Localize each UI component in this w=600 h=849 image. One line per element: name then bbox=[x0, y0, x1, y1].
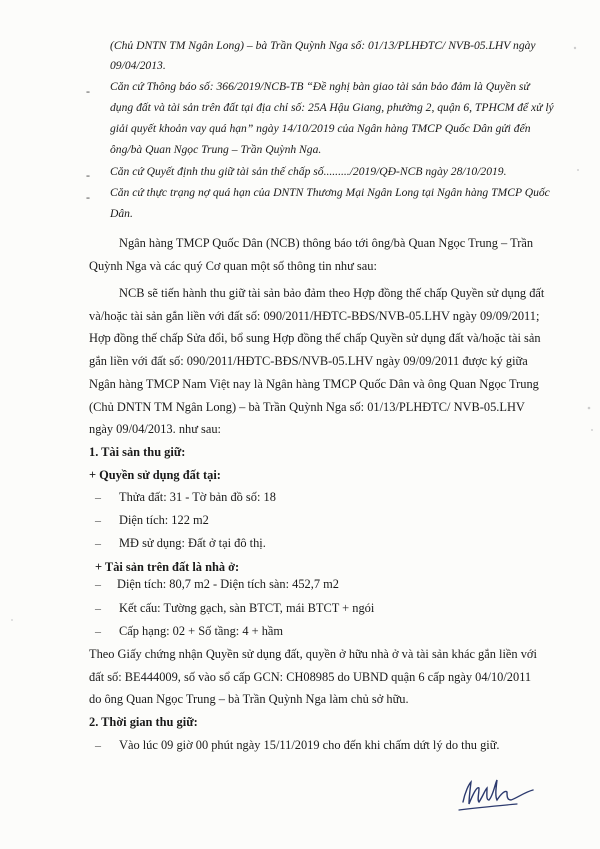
header-item-2-line-1: Căn cứ Thông báo số: 366/2019/NCB-TB “Đề nghị bàn giao tài sản bảo đảm là Quyền sử bbox=[110, 80, 530, 93]
bullet-dash: – bbox=[95, 738, 101, 752]
bullet-dash: - bbox=[86, 84, 90, 98]
land-item: Diện tích: 122 m2 bbox=[119, 513, 209, 527]
intro-line-2: Quỳnh Nga và các quý Cơ quan một số thông tin như sau: bbox=[89, 259, 377, 273]
bullet-dash: – bbox=[95, 536, 101, 550]
section-2-title: 2. Thời gian thu giữ: bbox=[89, 715, 198, 729]
header-item-2-line-2: dụng đất và tài sản trên đất tại địa chỉ số: 25A Hậu Giang, phường 2, quận 6, TPHCM để xử lý bbox=[110, 101, 554, 114]
certificate-line-3: do ông Quan Ngọc Trung – bà Trần Quỳnh Nga làm chủ sở hữu. bbox=[89, 692, 409, 706]
certificate-line-1: Theo Giấy chứng nhận Quyền sử dụng đất, quyền ở hữu nhà ở và tài sản khác gắn liền với bbox=[89, 647, 537, 661]
bullet-dash: – bbox=[95, 601, 101, 615]
land-heading: + Quyền sử dụng đất tại: bbox=[89, 468, 221, 482]
handwritten-signature bbox=[455, 770, 545, 818]
bullet-dash: – bbox=[95, 577, 101, 591]
bullet-dash: – bbox=[95, 624, 101, 638]
paragraph-line-2: và/hoặc tài sản gắn liền với đất số: 090/2011/HĐTC-BĐS/NVB-05.LHV ngày 09/09/2011; bbox=[89, 309, 540, 323]
paragraph-line-6: (Chủ DNTN TM Ngân Long) – bà Trần Quỳnh Nga số: 01/13/PLHĐTC/ NVB-05.LHV bbox=[89, 400, 525, 414]
timing-item: Vào lúc 09 giờ 00 phút ngày 15/11/2019 cho đến khi chấm dứt lý do thu giữ. bbox=[119, 738, 500, 752]
header-item-2-line-3: giải quyết khoản vay quá hạn” ngày 14/10/2019 của Ngân hàng TMCP Quốc Dân gửi đến bbox=[110, 122, 531, 135]
header-item-1-line-2: 09/04/2013. bbox=[110, 59, 166, 72]
header-item-4-line-1: Căn cứ thực trạng nợ quá hạn của DNTN Thương Mại Ngân Long tại Ngân hàng TMCP Quốc bbox=[110, 186, 550, 199]
land-item: MĐ sử dụng: Đất ở tại đô thị. bbox=[119, 536, 266, 550]
paragraph-line-7: ngày 09/04/2013. như sau: bbox=[89, 422, 221, 436]
header-item-4-line-2: Dân. bbox=[110, 207, 133, 220]
house-item: Kết cấu: Tường gạch, sàn BTCT, mái BTCT + ngói bbox=[119, 601, 375, 615]
bullet-dash: – bbox=[95, 513, 101, 527]
paragraph-line-5: Ngân hàng TMCP Nam Việt nay là Ngân hàng TMCP Quốc Dân và ông Quan Ngọc Trung bbox=[89, 377, 539, 391]
certificate-line-2: đất số: BE444009, số vào sổ cấp GCN: CH08985 do UBND quận 6 cấp ngày 04/10/2011 bbox=[89, 670, 532, 684]
house-item: Diện tích: 80,7 m2 - Diện tích sàn: 452,7 m2 bbox=[117, 577, 339, 591]
intro-line-1: Ngân hàng TMCP Quốc Dân (NCB) thông báo tới ông/bà Quan Ngọc Trung – Trần bbox=[119, 236, 534, 250]
land-item: Thửa đất: 31 - Tờ bản đồ số: 18 bbox=[119, 490, 276, 504]
bullet-dash: - bbox=[86, 168, 90, 182]
paragraph-line-4: gắn liền với đất số: 090/2011/HĐTC-BĐS/NVB-05.LHV ngày 09/09/2011 được ký giữa bbox=[89, 354, 528, 368]
paragraph-line-3: Hợp đồng thế chấp Sửa đổi, bổ sung Hợp đồng thế chấp Quyền sử dụng đất và/hoặc tài sản bbox=[89, 331, 541, 345]
section-1-title: 1. Tài sản thu giữ: bbox=[89, 445, 186, 459]
bullet-dash: - bbox=[86, 190, 90, 204]
bullet-dash: – bbox=[95, 490, 101, 504]
paragraph-line-1: NCB sẽ tiến hành thu giữ tài sản bảo đảm theo Hợp đồng thế chấp Quyền sử dụng đất bbox=[119, 286, 545, 300]
header-item-1-line-1: (Chủ DNTN TM Ngân Long) – bà Trần Quỳnh Nga số: 01/13/PLHĐTC/ NVB-05.LHV ngày bbox=[110, 39, 536, 52]
header-item-2-line-4: ông/bà Quan Ngọc Trung – Trần Quỳnh Nga. bbox=[110, 143, 322, 156]
house-item: Cấp hạng: 02 + Số tầng: 4 + hầm bbox=[119, 624, 284, 638]
house-heading: + Tài sản trên đất là nhà ở: bbox=[95, 560, 240, 574]
header-item-3-line-1: Căn cứ Quyết định thu giữ tài sản thế chấp số........./2019/QĐ-NCB ngày 28/10/2019. bbox=[110, 165, 507, 178]
